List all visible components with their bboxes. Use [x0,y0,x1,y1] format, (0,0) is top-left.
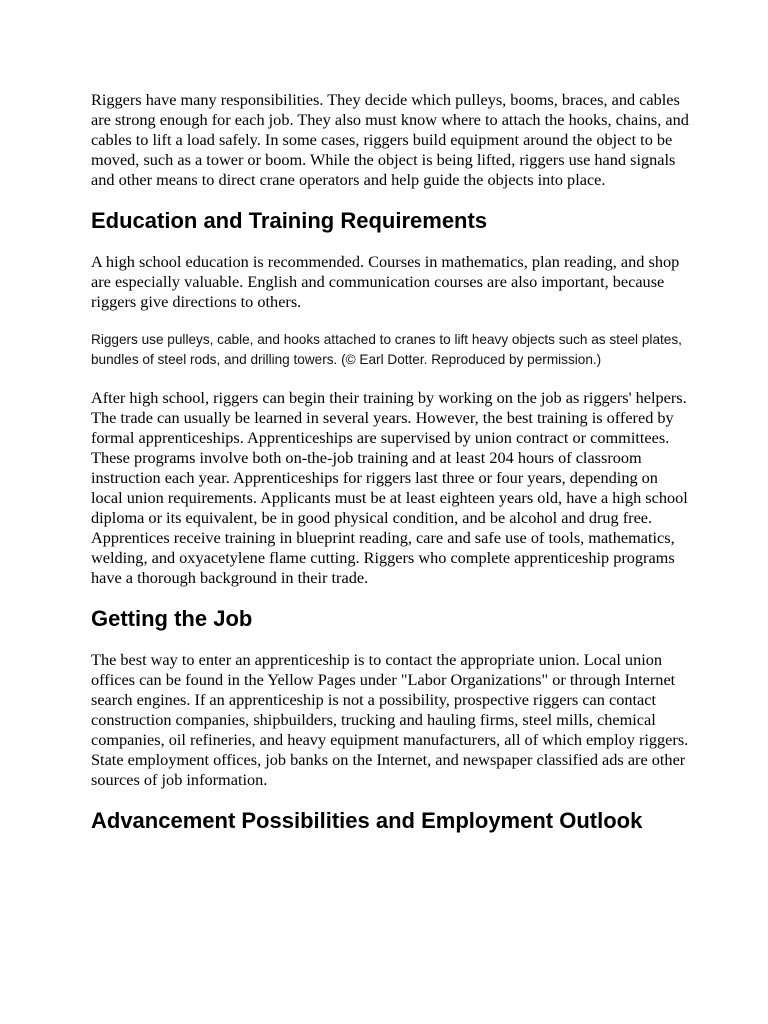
education-paragraph: A high school education is recommended. Courses in mathematics, plan reading, and shop are especially valuable. English and communication courses are also important, because riggers give directions to others. [91,252,680,311]
getting-job-heading: Getting the Job [91,606,253,631]
photo-caption: Riggers use pulleys, cable, and hooks attached to cranes to lift heavy objects such as steel plates, bundles of steel rods, and drilling towers. (© Earl Dotter. Reproduced by permission.) [91,332,682,367]
education-heading: Education and Training Requirements [91,208,488,233]
getting-job-paragraph: The best way to enter an apprenticeship is to contact the appropriate union. Local union offices can be found in the Yellow Pages under "Labor Organizations" or through Internet search engines. If an apprenticeship is not a possibility, prospective riggers can contact construction companies, shipbuilders, trucking and hauling firms, steel mills, chemical companies, oil refineries, and heavy equipment manufacturers, all of which employ riggers. State employment offices, job banks on the Internet, and newspaper classified ads are other sources of job information. [91,650,689,789]
document-page [91,90,691,834]
advancement-heading: Advancement Possibilities and Employment Outlook [91,808,643,833]
training-paragraph: After high school, riggers can begin their training by working on the job as riggers' helpers. The trade can usually be learned in several years. However, the best training is offered by formal apprenticeships. Apprenticeships are supervised by union contract or committees. These programs involve both on-the-job training and at least 204 hours of classroom instruction each year. Apprenticeships for riggers last three or four years, depending on local union requirements. Applicants must be at least eighteen years old, have a high school diploma or its equivalent, be in good physical condition, and be alcohol and drug free. Apprentices receive training in blueprint reading, care and safe use of tools, mathematics, welding, and oxyacetylene flame cutting. Riggers who complete apprenticeship programs have a thorough background in their trade. [91,388,688,587]
intro-paragraph: Riggers have many responsibilities. They decide which pulleys, booms, braces, and cables are strong enough for each job. They also must know where to attach the hooks, chains, and cables to lift a load safely. In some cases, riggers build equipment around the object to be moved, such as a tower or boom. While the object is being lifted, riggers use hand signals and other means to direct crane operators and help guide the objects into place. [91,90,689,189]
